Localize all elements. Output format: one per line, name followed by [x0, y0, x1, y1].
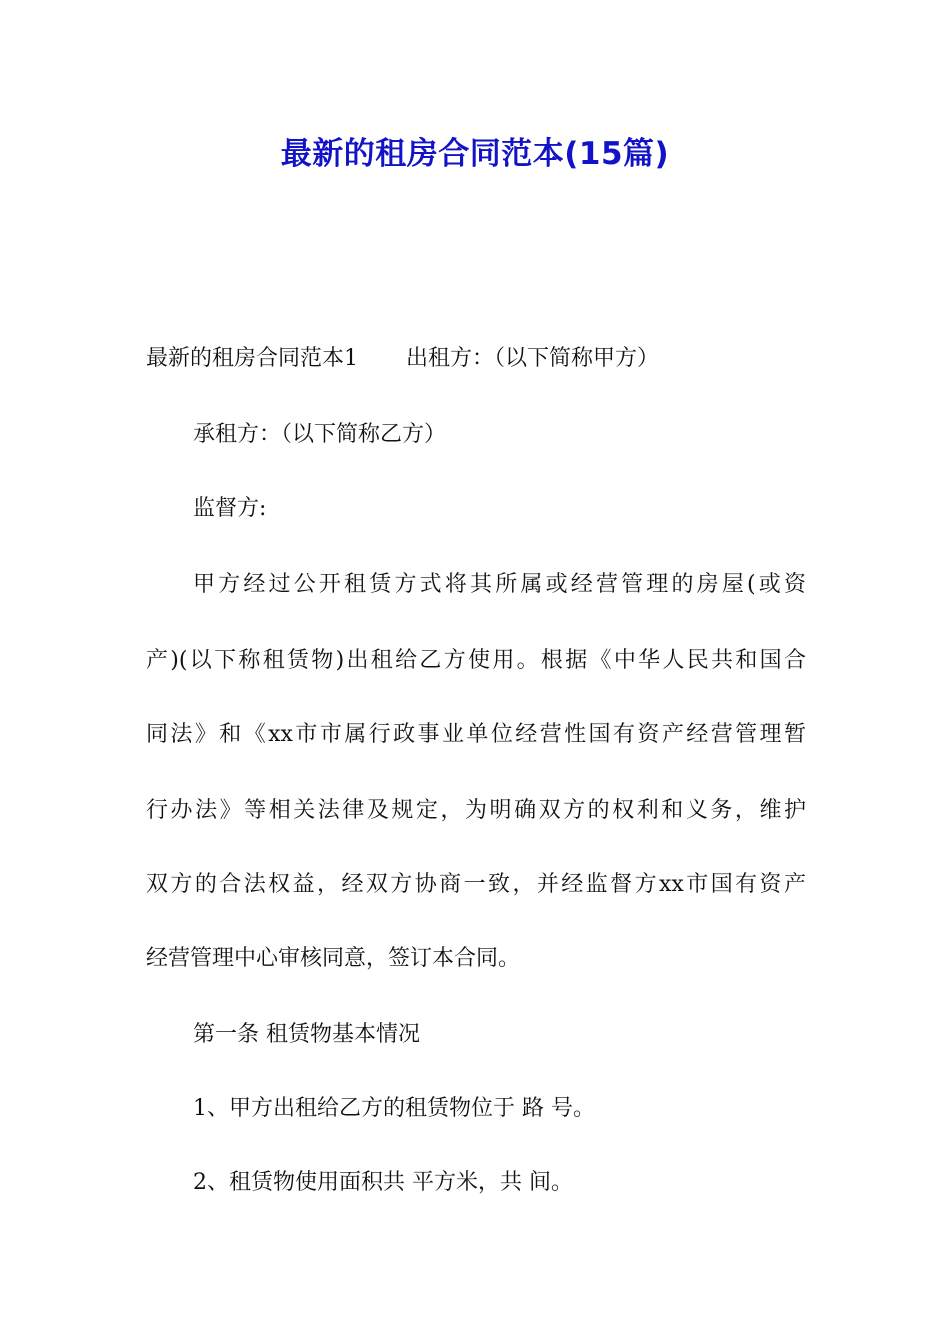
intro-line: 甲方经过公开租赁方式将其所属或经营管理的房屋(或资: [193, 572, 806, 597]
intro-line: 经营管理中心审核同意，签订本合同。: [146, 946, 521, 971]
article-item-2: 2、租赁物使用面积共 平方米，共 间。: [193, 1170, 573, 1195]
intro-line: 双方的合法权益，经双方协商一致，并经监督方xx市国有资产: [146, 872, 806, 897]
supervisor-line: 监督方:: [193, 496, 267, 521]
article-one-heading: 第一条 租赁物基本情况: [193, 1022, 420, 1047]
contract-label: 最新的租房合同范本1: [146, 346, 358, 371]
intro-line: 行办法》等相关法律及规定，为明确双方的权利和义务，维护: [146, 798, 806, 823]
lessor-line: 出租方：（以下简称甲方）: [406, 346, 660, 371]
intro-line: 同法》和《xx市市属行政事业单位经营性国有资产经营管理暂: [146, 722, 806, 747]
lessee-line: 承租方：（以下简称乙方）: [193, 422, 447, 447]
article-item-1: 1、甲方出租给乙方的租赁物位于 路 号。: [193, 1096, 595, 1121]
intro-line: 产)(以下称租赁物)出租给乙方使用。根据《中华人民共和国合: [146, 648, 806, 673]
contract-heading-line: [146, 344, 806, 374]
document-title: 最新的租房合同范本(15篇): [280, 136, 670, 172]
